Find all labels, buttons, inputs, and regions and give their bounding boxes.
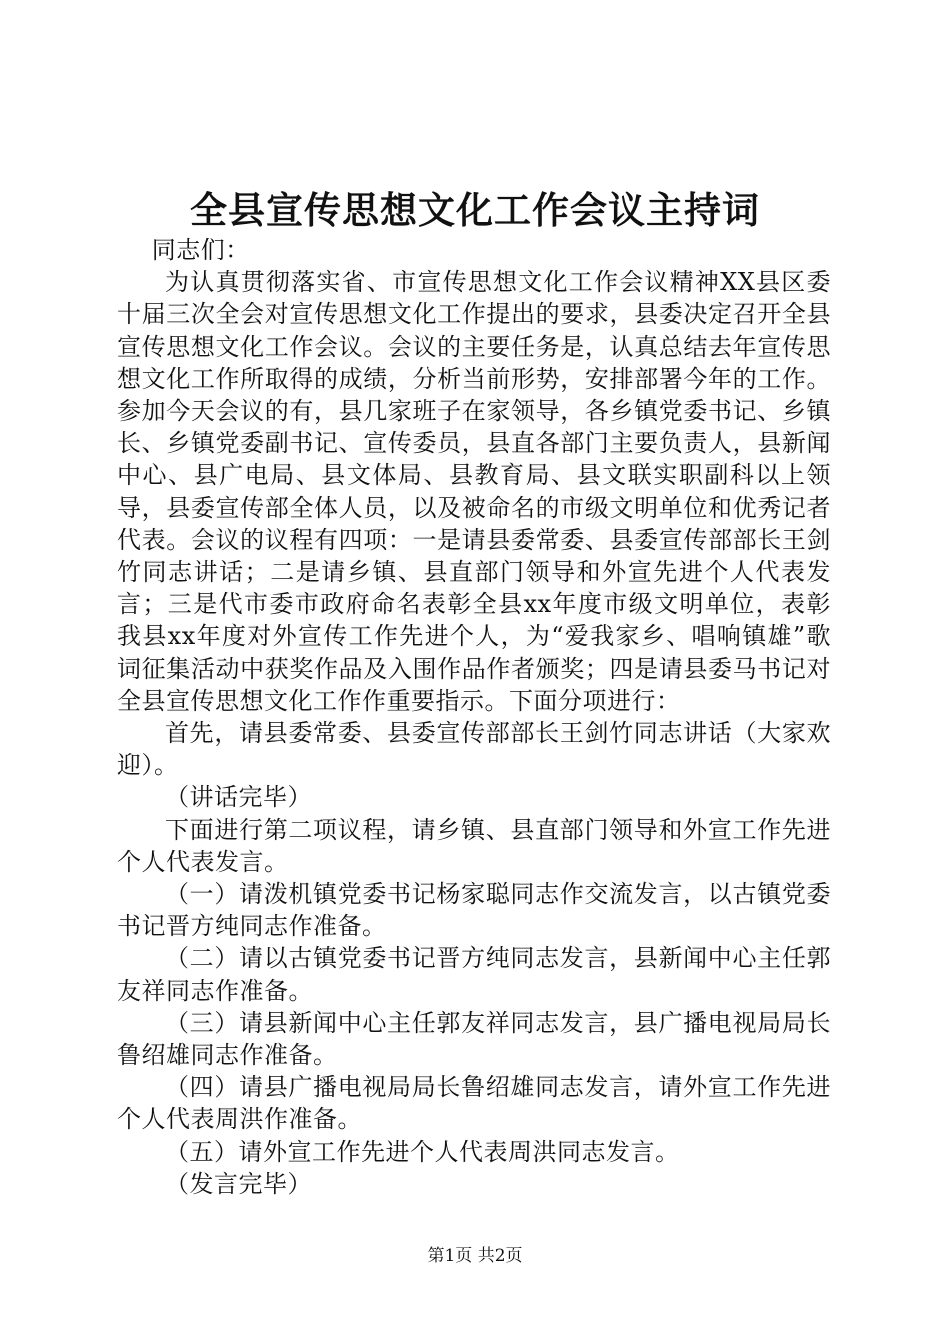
paragraph-remarks-end: （发言完毕） — [165, 1169, 312, 1198]
paragraph-speaker-5: （五）请外宣工作先进个人代表周洪同志发言。 — [165, 1137, 680, 1166]
paragraph-speaker-2: （二）请以古镇党委书记晋方纯同志发言，县新闻中心主任郭友祥同志作准备。 — [117, 944, 831, 1005]
paragraph-speech-end: （讲话完毕） — [165, 783, 312, 812]
paragraph-second-item: 下面进行第二项议程，请乡镇、县直部门领导和外宣工作先进个人代表发言。 — [117, 815, 831, 876]
paragraph-speaker-1: （一）请泼机镇党委书记杨家聪同志作交流发言，以古镇党委书记晋方纯同志作准备。 — [117, 880, 831, 941]
paragraph-speaker-4: （四）请县广播电视局局长鲁绍雄同志发言，请外宣工作先进个人代表周洪作准备。 — [117, 1073, 831, 1134]
page-number: 第1页 共2页 — [427, 1246, 523, 1266]
paragraph-speaker-3: （三）请县新闻中心主任郭友祥同志发言，县广播电视局局长鲁绍雄同志作准备。 — [117, 1008, 831, 1070]
paragraph-intro: 为认真贯彻落实省、市宣传思想文化工作会议精神XX县区委十届三次全会对宣传思想文化工作提出的要求，县委决定召开全县宣传思想文化工作会议。会议的主要任务是，认真总结去年宣传思想文化工作所取得的成绩，分析当前形势，安排部署今年的工作。参加今天会议的有，县几家班子在家领导，各乡镇党委书记、乡镇长、乡镇党委副书记、宣传委员，县直各部门主要负责人，县新闻中心、县广电局、县文体局、县教育局、县文联实职副科以上领导，县委宣传部全体人员，以及被命名的市级文明单位和优秀记者代表。会议的议程有四项：一是请县委常委、县委宣传部部长王剑竹同志讲话；二是请乡镇、县直部门领导和外宣先进个人代表发言；三是代市委市政府命名表彰全县xx年度市级文明单位，表彰我县xx年度对外宣传工作先进个人，为“爱我家乡、唱响镇雄”歌词征集活动中获奖作品及入围作品作者颁奖；四是请县委马书记对全县宣传思想文化工作作重要指示。下面分项进行： — [117, 268, 831, 715]
salutation: 同志们： — [151, 236, 250, 264]
document-title: 全县宣传思想文化工作会议主持词 — [190, 188, 760, 232]
document-body — [117, 234, 831, 1200]
paragraph-first-speech: 首先，请县委常委、县委宣传部部长王剑竹同志讲话（大家欢迎）。 — [117, 719, 831, 780]
